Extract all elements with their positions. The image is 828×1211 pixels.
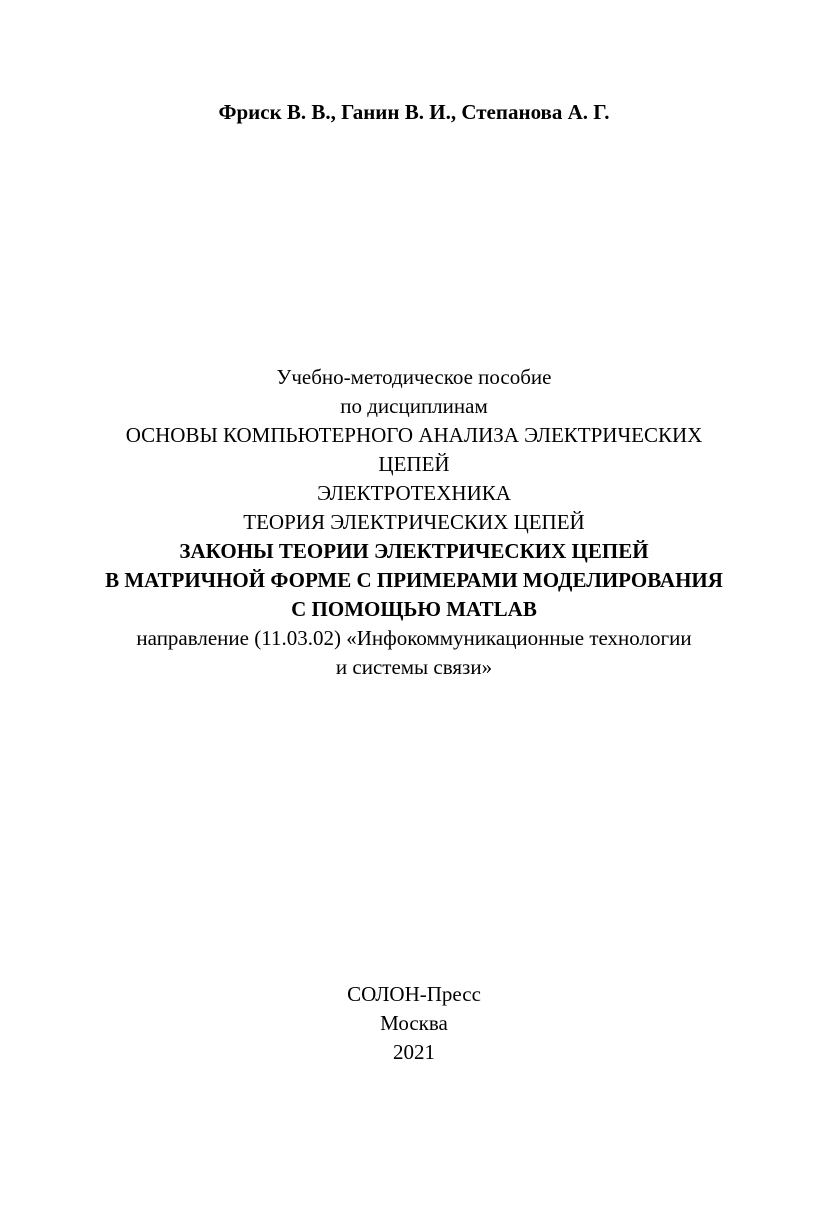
main-title-line-1: ЗАКОНЫ ТЕОРИИ ЭЛЕКТРИЧЕСКИХ ЦЕПЕЙ <box>179 539 649 563</box>
city: Москва <box>380 1011 448 1035</box>
direction-line-2: и системы связи» <box>335 655 493 679</box>
main-title-line-2: В МАТРИЧНОЙ ФОРМЕ С ПРИМЕРАМИ МОДЕЛИРОВАНИЯ <box>105 568 723 592</box>
discipline-3: ТЕОРИЯ ЭЛЕКТРИЧЕСКИХ ЦЕПЕЙ <box>243 510 585 534</box>
discipline-2: ЭЛЕКТРОТЕХНИКА <box>317 481 511 505</box>
discipline-1-line-2: ЦЕПЕЙ <box>378 452 450 476</box>
direction-line-1: направление (11.03.02) «Инфокоммуникационные технологии <box>136 626 692 650</box>
publisher: СОЛОН-Пресс <box>347 982 481 1006</box>
disciplines-intro: по дисциплинам <box>340 394 488 418</box>
document-type: Учебно-методическое пособие <box>276 365 552 389</box>
imprint <box>0 980 828 1067</box>
discipline-1-line-1: ОСНОВЫ КОМПЬЮТЕРНОГО АНАЛИЗА ЭЛЕКТРИЧЕСКИХ <box>125 423 703 447</box>
year: 2021 <box>393 1040 435 1064</box>
main-title-line-3: С ПОМОЩЬЮ MATLAB <box>291 597 537 621</box>
title-block <box>0 363 828 682</box>
authors: Фриск В. В., Ганин В. И., Степанова А. Г. <box>218 100 610 124</box>
